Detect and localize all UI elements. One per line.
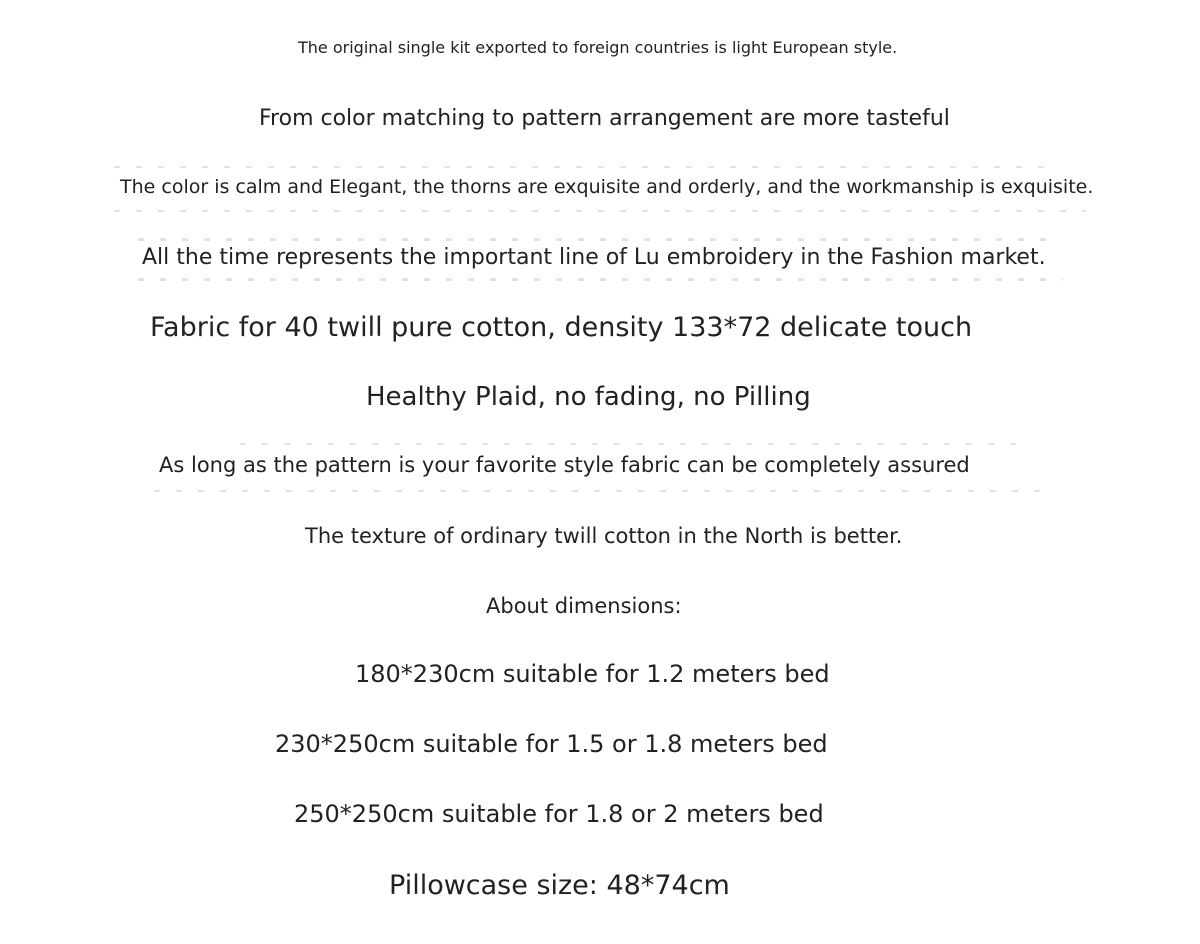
fabric-line: Fabric for 40 twill pure cotton, density 133*72 delicate touch: [150, 312, 973, 343]
texture-line: The texture of ordinary twill cotton in the North is better.: [305, 524, 903, 548]
dimensions-heading: About dimensions:: [486, 594, 682, 618]
intro-line: The original single kit exported to foreign countries is light European style.: [298, 38, 898, 57]
background-artifact: [114, 166, 1044, 168]
background-artifact: [240, 443, 1030, 445]
background-artifact: [138, 238, 1058, 241]
quality-line: Healthy Plaid, no fading, no Pilling: [366, 382, 811, 412]
pattern-line: From color matching to pattern arrangement are more tasteful: [259, 106, 950, 131]
size-line-250x250: 250*250cm suitable for 1.8 or 2 meters bed: [294, 800, 824, 828]
embroidery-line: All the time represents the important line of Lu embroidery in the Fashion market.: [142, 245, 1046, 270]
background-artifact: [138, 278, 1063, 281]
size-line-230x250: 230*250cm suitable for 1.5 or 1.8 meters bed: [275, 730, 828, 758]
pillowcase-size-line: Pillowcase size: 48*74cm: [389, 870, 730, 901]
background-artifact: [114, 210, 1086, 212]
background-artifact: [154, 490, 1044, 492]
workmanship-line: The color is calm and Elegant, the thorns are exquisite and orderly, and the workmanship is exquisite.: [120, 176, 1094, 198]
size-line-180x230: 180*230cm suitable for 1.2 meters bed: [355, 660, 830, 688]
assurance-line: As long as the pattern is your favorite style fabric can be completely assured: [159, 453, 970, 477]
